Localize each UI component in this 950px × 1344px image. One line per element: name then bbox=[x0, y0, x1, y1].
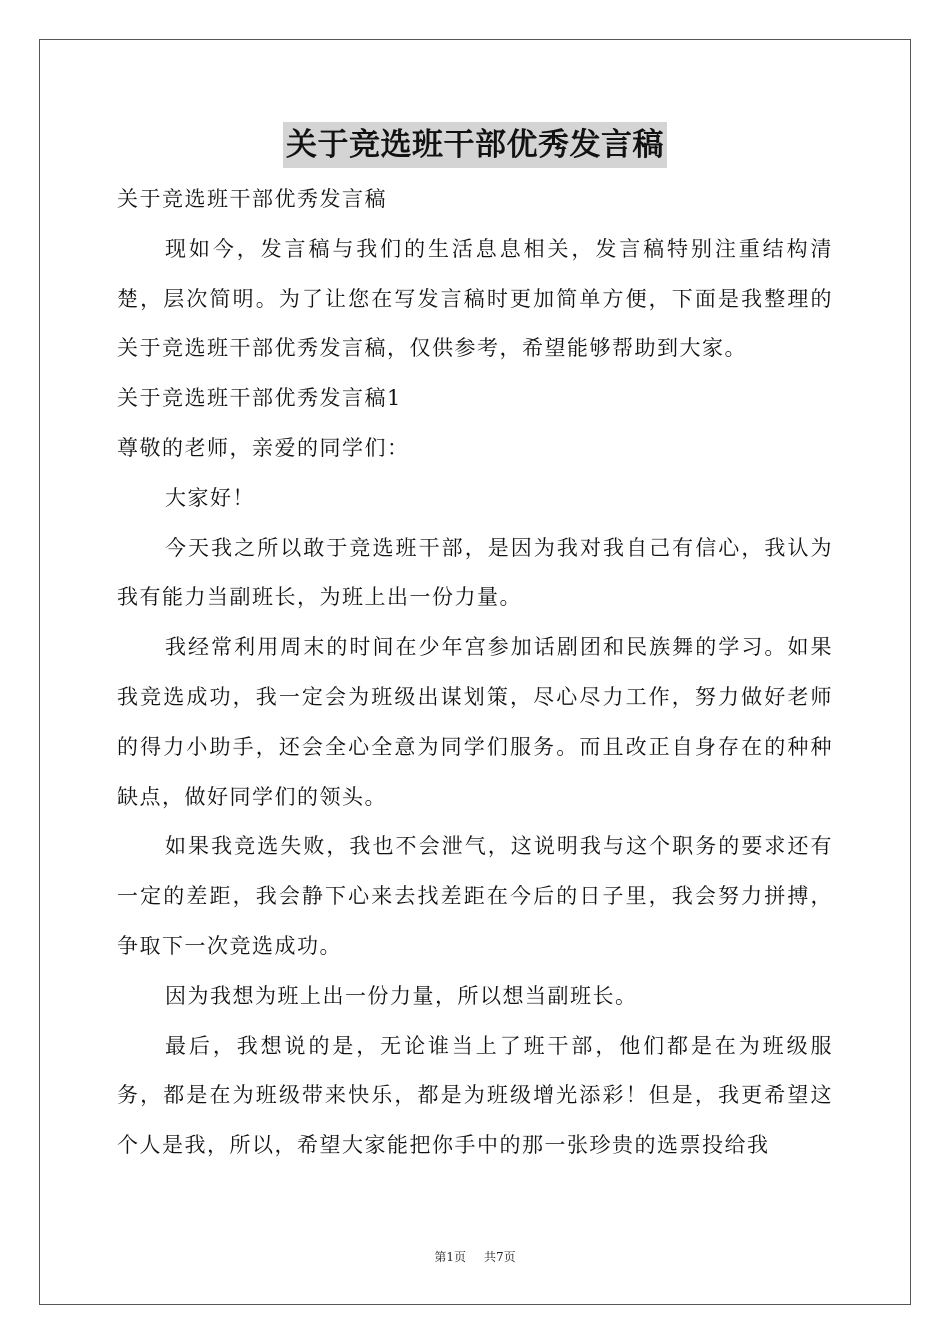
paragraph: 因为我想为班上出一份力量，所以想当副班长。 bbox=[165, 983, 638, 1008]
document-body bbox=[117, 175, 833, 1171]
paragraph: 关于竞选班干部优秀发言稿1 bbox=[117, 386, 402, 411]
paragraph: 大家好！ bbox=[165, 485, 255, 510]
title-container bbox=[0, 122, 950, 168]
paragraph: 最后，我想说的是，无论谁当上了班干部，他们都是在为班级服务，都是在为班级带来快乐，都是为班级增光添彩！但是，我更希望这个人是我，所以，希望大家能把你手中的那一张珍贵的选票投给我 bbox=[117, 1033, 833, 1158]
page-total: 共7页 bbox=[484, 1250, 516, 1264]
paragraph: 现如今，发言稿与我们的生活息息相关，发言稿特别注重结构清楚，层次简明。为了让您在写发言稿时更加简单方便，下面是我整理的关于竞选班干部优秀发言稿，仅供参考，希望能够帮助到大家。 bbox=[117, 236, 833, 361]
paragraph: 我经常利用周末的时间在少年宫参加话剧团和民族舞的学习。如果我竞选成功，我一定会为班级出谋划策，尽心尽力工作，努力做好老师的得力小助手，还会全心全意为同学们服务。而且改正自身存在的种种缺点，做好同学们的领头。 bbox=[117, 635, 833, 809]
paragraph: 尊敬的老师，亲爱的同学们： bbox=[117, 435, 410, 460]
page-footer bbox=[0, 1248, 950, 1265]
document-title: 关于竞选班干部优秀发言稿 bbox=[283, 122, 667, 168]
paragraph: 关于竞选班干部优秀发言稿 bbox=[117, 187, 387, 211]
paragraph: 今天我之所以敢于竞选班干部，是因为我对我自己有信心，我认为我有能力当副班长，为班上出一份力量。 bbox=[117, 535, 833, 610]
page-number: 第1页 bbox=[434, 1250, 466, 1264]
paragraph: 如果我竞选失败，我也不会泄气，这说明我与这个职务的要求还有一定的差距，我会静下心来去找差距在今后的日子里，我会努力拼搏，争取下一次竞选成功。 bbox=[117, 834, 833, 958]
